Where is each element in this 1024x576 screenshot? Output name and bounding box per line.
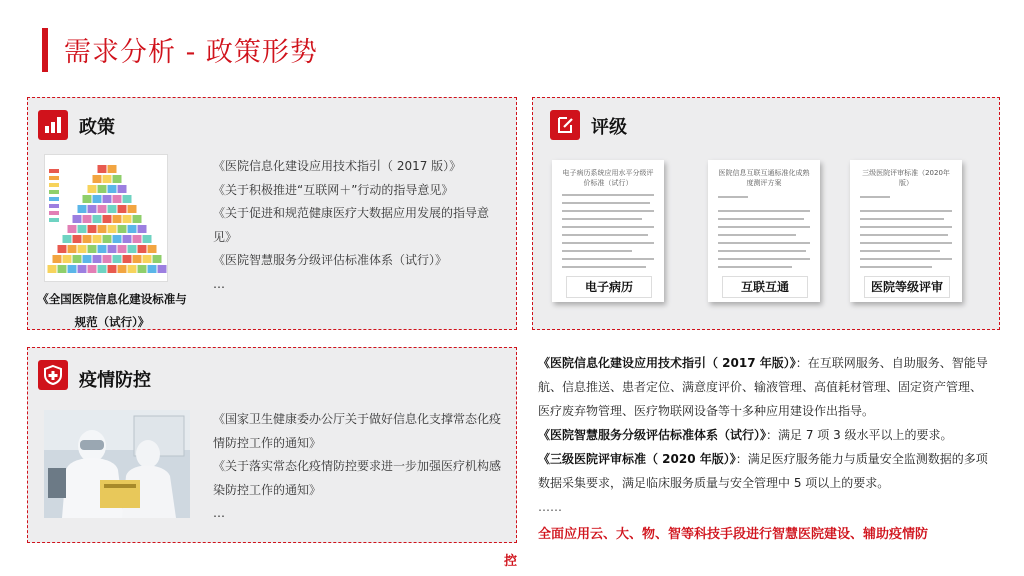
policy-doc-list bbox=[213, 155, 503, 296]
pyramid-block bbox=[93, 215, 102, 223]
protective-suit-photo bbox=[44, 410, 190, 518]
pyramid-block bbox=[143, 235, 152, 243]
rating-doc-emr bbox=[552, 160, 664, 302]
pyramid-block bbox=[68, 265, 77, 273]
pyramid-block bbox=[63, 255, 72, 263]
pyramid-block bbox=[58, 245, 67, 253]
pyramid-block bbox=[68, 245, 77, 253]
doc-title: 医院信息互联互通标准化成熟度测评方案 bbox=[718, 169, 810, 187]
doc-title: 三级医院评审标准（2020年版） bbox=[862, 169, 950, 187]
pyramid-block bbox=[153, 255, 162, 263]
list-item: 《关于促进和规范健康医疗大数据应用发展的指导意见》 bbox=[213, 206, 490, 244]
pyramid-legend-swatch bbox=[49, 176, 59, 180]
pyramid-block bbox=[128, 245, 137, 253]
list-item: … bbox=[213, 506, 225, 520]
pyramid-block bbox=[83, 195, 92, 203]
rating-label-emr: 电子病历 bbox=[566, 276, 652, 298]
pyramid-block bbox=[113, 235, 122, 243]
pyramid-block bbox=[83, 255, 92, 263]
summary-ellipsis: …… bbox=[538, 500, 562, 514]
epidemic-doc-list bbox=[213, 408, 503, 526]
pyramid-block bbox=[113, 215, 122, 223]
policy-image-caption: 《全国医院信息化建设标准与规范（试行）》 bbox=[37, 292, 187, 329]
pyramid-block bbox=[108, 165, 117, 173]
bar-chart-icon bbox=[38, 110, 68, 140]
policy-panel bbox=[27, 97, 517, 330]
pyramid-block bbox=[143, 255, 152, 263]
pyramid-block bbox=[108, 185, 117, 193]
pyramid-block bbox=[118, 225, 127, 233]
rating-doc-interop bbox=[708, 160, 820, 302]
pyramid-block bbox=[93, 255, 102, 263]
pyramid-legend-swatch bbox=[49, 197, 59, 201]
pyramid-block bbox=[73, 215, 82, 223]
pyramid-block bbox=[73, 255, 82, 263]
pyramid-block bbox=[58, 265, 67, 273]
doc-title: 电子病历系统应用水平分级评价标准（试行） bbox=[562, 169, 654, 187]
rating-doc-hospital-review bbox=[850, 160, 962, 302]
pyramid-block bbox=[103, 195, 112, 203]
pyramid-block bbox=[158, 265, 167, 273]
requirements-summary bbox=[538, 351, 993, 519]
pyramid-block bbox=[123, 255, 132, 263]
pyramid-block bbox=[123, 195, 132, 203]
pyramid-block bbox=[118, 245, 127, 253]
pyramid-block bbox=[98, 265, 107, 273]
pyramid-block bbox=[103, 175, 112, 183]
pyramid-block bbox=[88, 205, 97, 213]
summary-item bbox=[538, 351, 993, 423]
pyramid-block bbox=[88, 265, 97, 273]
summary-item-text: ：在互联网服务、自助服务、智能导航、信息推送、患者定位、满意度评价、输液管理、高值耗材管理、固定资产管理、医疗废弃物管理、医疗物联网设备等十多种应用建设作出指导。 bbox=[538, 356, 988, 418]
pyramid-block bbox=[73, 235, 82, 243]
summary-item-title: 《医院信息化建设应用技术指引（ 2017 年版）》 bbox=[538, 356, 796, 370]
pyramid-block bbox=[123, 215, 132, 223]
pyramid-block bbox=[133, 215, 142, 223]
rating-panel bbox=[532, 97, 1000, 330]
pyramid-block bbox=[148, 245, 157, 253]
pyramid-block bbox=[98, 165, 107, 173]
pyramid-block bbox=[83, 235, 92, 243]
rating-title: 评级 bbox=[591, 117, 627, 138]
pyramid-block bbox=[128, 225, 137, 233]
summary-item-title: 《医院智慧服务分级评估标准体系（试行）》 bbox=[538, 428, 767, 442]
edit-icon bbox=[550, 110, 580, 140]
pyramid-block bbox=[78, 265, 87, 273]
pyramid-block bbox=[88, 185, 97, 193]
pyramid-block bbox=[78, 225, 87, 233]
pyramid-block bbox=[48, 265, 57, 273]
pyramid-block bbox=[138, 265, 147, 273]
rating-label-review: 医院等级评审 bbox=[864, 276, 950, 298]
list-item: 《关于积极推进“互联网＋”行动的指导意见》 bbox=[213, 182, 454, 197]
pyramid-legend-swatch bbox=[49, 183, 59, 187]
pyramid-block bbox=[138, 245, 147, 253]
epidemic-panel bbox=[27, 347, 517, 543]
pyramid-block bbox=[53, 255, 62, 263]
pyramid-block bbox=[98, 185, 107, 193]
pyramid-legend-swatch bbox=[49, 204, 59, 208]
summary-item-title: 《三级医院评审标准（ 2020 年版）》 bbox=[538, 452, 736, 466]
rating-label-interop: 互联互通 bbox=[722, 276, 808, 298]
pyramid-block bbox=[133, 235, 142, 243]
list-item: 《国家卫生健康委办公厅关于做好信息化支撑常态化疫情防控工作的通知》 bbox=[213, 412, 502, 450]
pyramid-block bbox=[108, 225, 117, 233]
title-accent-bar bbox=[42, 28, 48, 72]
pyramid-block bbox=[113, 255, 122, 263]
pyramid-block bbox=[103, 215, 112, 223]
summary-item bbox=[538, 423, 993, 447]
pyramid-block bbox=[68, 225, 77, 233]
standards-pyramid-image bbox=[44, 154, 168, 282]
pyramid-block bbox=[93, 235, 102, 243]
pyramid-block bbox=[128, 205, 137, 213]
pyramid-block bbox=[108, 245, 117, 253]
pyramid-block bbox=[98, 245, 107, 253]
pyramid-block bbox=[108, 265, 117, 273]
pyramid-legend-swatch bbox=[49, 218, 59, 222]
pyramid-block bbox=[78, 205, 87, 213]
summary-item-text: ：满足医疗服务能力与质量安全监测数据的多项数据采集要求，满足临床服务质量与安全管理中 5 项以上的要求。 bbox=[538, 452, 988, 490]
pyramid-block bbox=[88, 245, 97, 253]
pyramid-block bbox=[128, 265, 137, 273]
list-item: 《关于落实常态化疫情防控要求进一步加强医疗机构感染防控工作的通知》 bbox=[213, 459, 502, 497]
page-title: 需求分析 - 政策形势 bbox=[64, 37, 318, 68]
conclusion-line-2: 控 bbox=[504, 554, 518, 569]
pyramid-block bbox=[78, 245, 87, 253]
pyramid-block bbox=[118, 185, 127, 193]
pyramid-block bbox=[148, 265, 157, 273]
summary-item bbox=[538, 447, 993, 495]
pyramid-block bbox=[103, 255, 112, 263]
pyramid-legend-swatch bbox=[49, 211, 59, 215]
pyramid-block bbox=[118, 205, 127, 213]
pyramid-block bbox=[108, 205, 117, 213]
pyramid-block bbox=[93, 175, 102, 183]
summary-item-text: ：满足 7 项 3 级水平以上的要求。 bbox=[766, 428, 953, 442]
list-item: … bbox=[213, 276, 225, 291]
pyramid-legend-swatch bbox=[49, 190, 59, 194]
pyramid-block bbox=[123, 235, 132, 243]
pyramid-block bbox=[103, 235, 112, 243]
pyramid-block bbox=[63, 235, 72, 243]
policy-title: 政策 bbox=[79, 117, 115, 138]
pyramid-block bbox=[138, 225, 147, 233]
pyramid-block bbox=[113, 195, 122, 203]
conclusion-line-1: 全面应用云、大、物、智等科技手段进行智慧医院建设、辅助疫情防 bbox=[538, 527, 929, 542]
pyramid-block bbox=[93, 195, 102, 203]
pyramid-block bbox=[118, 265, 127, 273]
epidemic-title: 疫情防控 bbox=[79, 370, 151, 391]
pyramid-block bbox=[113, 175, 122, 183]
medical-shield-icon bbox=[38, 360, 68, 390]
pyramid-block bbox=[98, 205, 107, 213]
list-item: 《医院信息化建设应用技术指引（ 2017 版）》 bbox=[213, 159, 462, 173]
pyramid-legend-swatch bbox=[49, 169, 59, 173]
pyramid-block bbox=[133, 255, 142, 263]
pyramid-block bbox=[83, 215, 92, 223]
pyramid-block bbox=[88, 225, 97, 233]
list-item: 《医院智慧服务分级评估标准体系（试行）》 bbox=[213, 253, 448, 267]
pyramid-block bbox=[98, 225, 107, 233]
